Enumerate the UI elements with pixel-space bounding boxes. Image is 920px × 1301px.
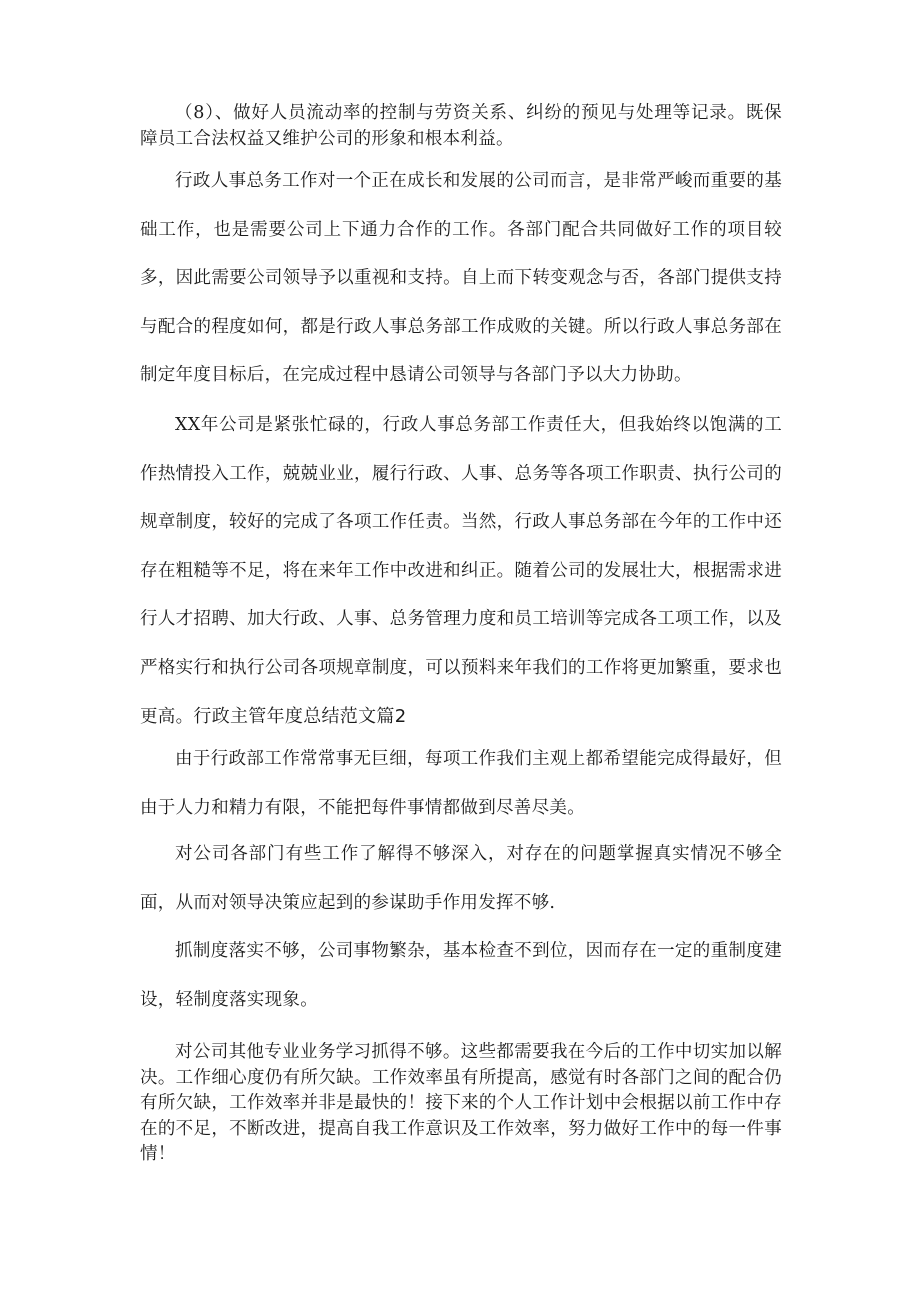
paragraph-7: 对公司其他专业业务学习抓得不够。这些都需要我在今后的工作中切实加以解决。工作细心度仍有所欠缺。工作效率虽有所提高，感觉有时各部门之间的配合仍有所欠缺，工作效率并非是最快的！接下来的个人工作计划中会根据以前工作中存在的不足，不断改进，提高自我工作意识及工作效率，努力做好工作中的每一件事情！ [140,1042,782,1164]
paragraph-3 [140,401,782,741]
paragraph-5: 对公司各部门有些工作了解得不够深入，对存在的问题掌握真实情况不够全面，从而对领导决策应起到的参谋助手作用发挥不够. [140,844,782,913]
paragraph-1: （8）、做好人员流动率的控制与劳资关系、纠纷的预见与处理等记录。既保障员工合法权益又维护公司的形象和根本利益。 [140,103,782,149]
paragraph-6: 抓制度落实不够，公司事物繁杂，基本检查不到位，因而存在一定的重制度建设，轻制度落实现象。 [140,941,782,1010]
paragraph-4: 由于行政部工作常常事无巨细，每项工作我们主观上都希望能完成得最好，但由于人力和精力有限，不能把每件事情都做到尽善尽美。 [140,749,782,818]
paragraph-2: 行政人事总务工作对一个正在成长和发展的公司而言，是非常严峻而重要的基础工作，也是需要公司上下通力合作的工作。各部门配合共同做好工作的项目较多，因此需要公司领导予以重视和支持。自上而下转变观念与否，各部门提供支持与配合的程度如何，都是行政人事总务部工作成败的关键。所以行政人事总务部在制定年度目标后，在完成过程中恳请公司领导与各部门予以大力协助。 [140,171,782,386]
section-heading: 行政主管年度总结范文篇2 [193,705,407,727]
paragraph-3-text: XX年公司是紧张忙碌的，行政人事总务部工作责任大，但我始终以饱满的工作热情投入工作，兢兢业业，履行行政、人事、总务等各项工作职责、执行公司的规章制度，较好的完成了各项工作任责。当然，行政人事总务部在今年的工作中还存在粗糙等不足，将在来年工作中改进和纠正。随着公司的发展壮大，根据需求进行人才招聘、加大行政、人事、总务管理力度和员工培训等完成各工项工作，以及严格实行和执行公司各项规章制度，可以预料来年我们的工作将更加繁重，要求也更高。 [140,415,782,727]
